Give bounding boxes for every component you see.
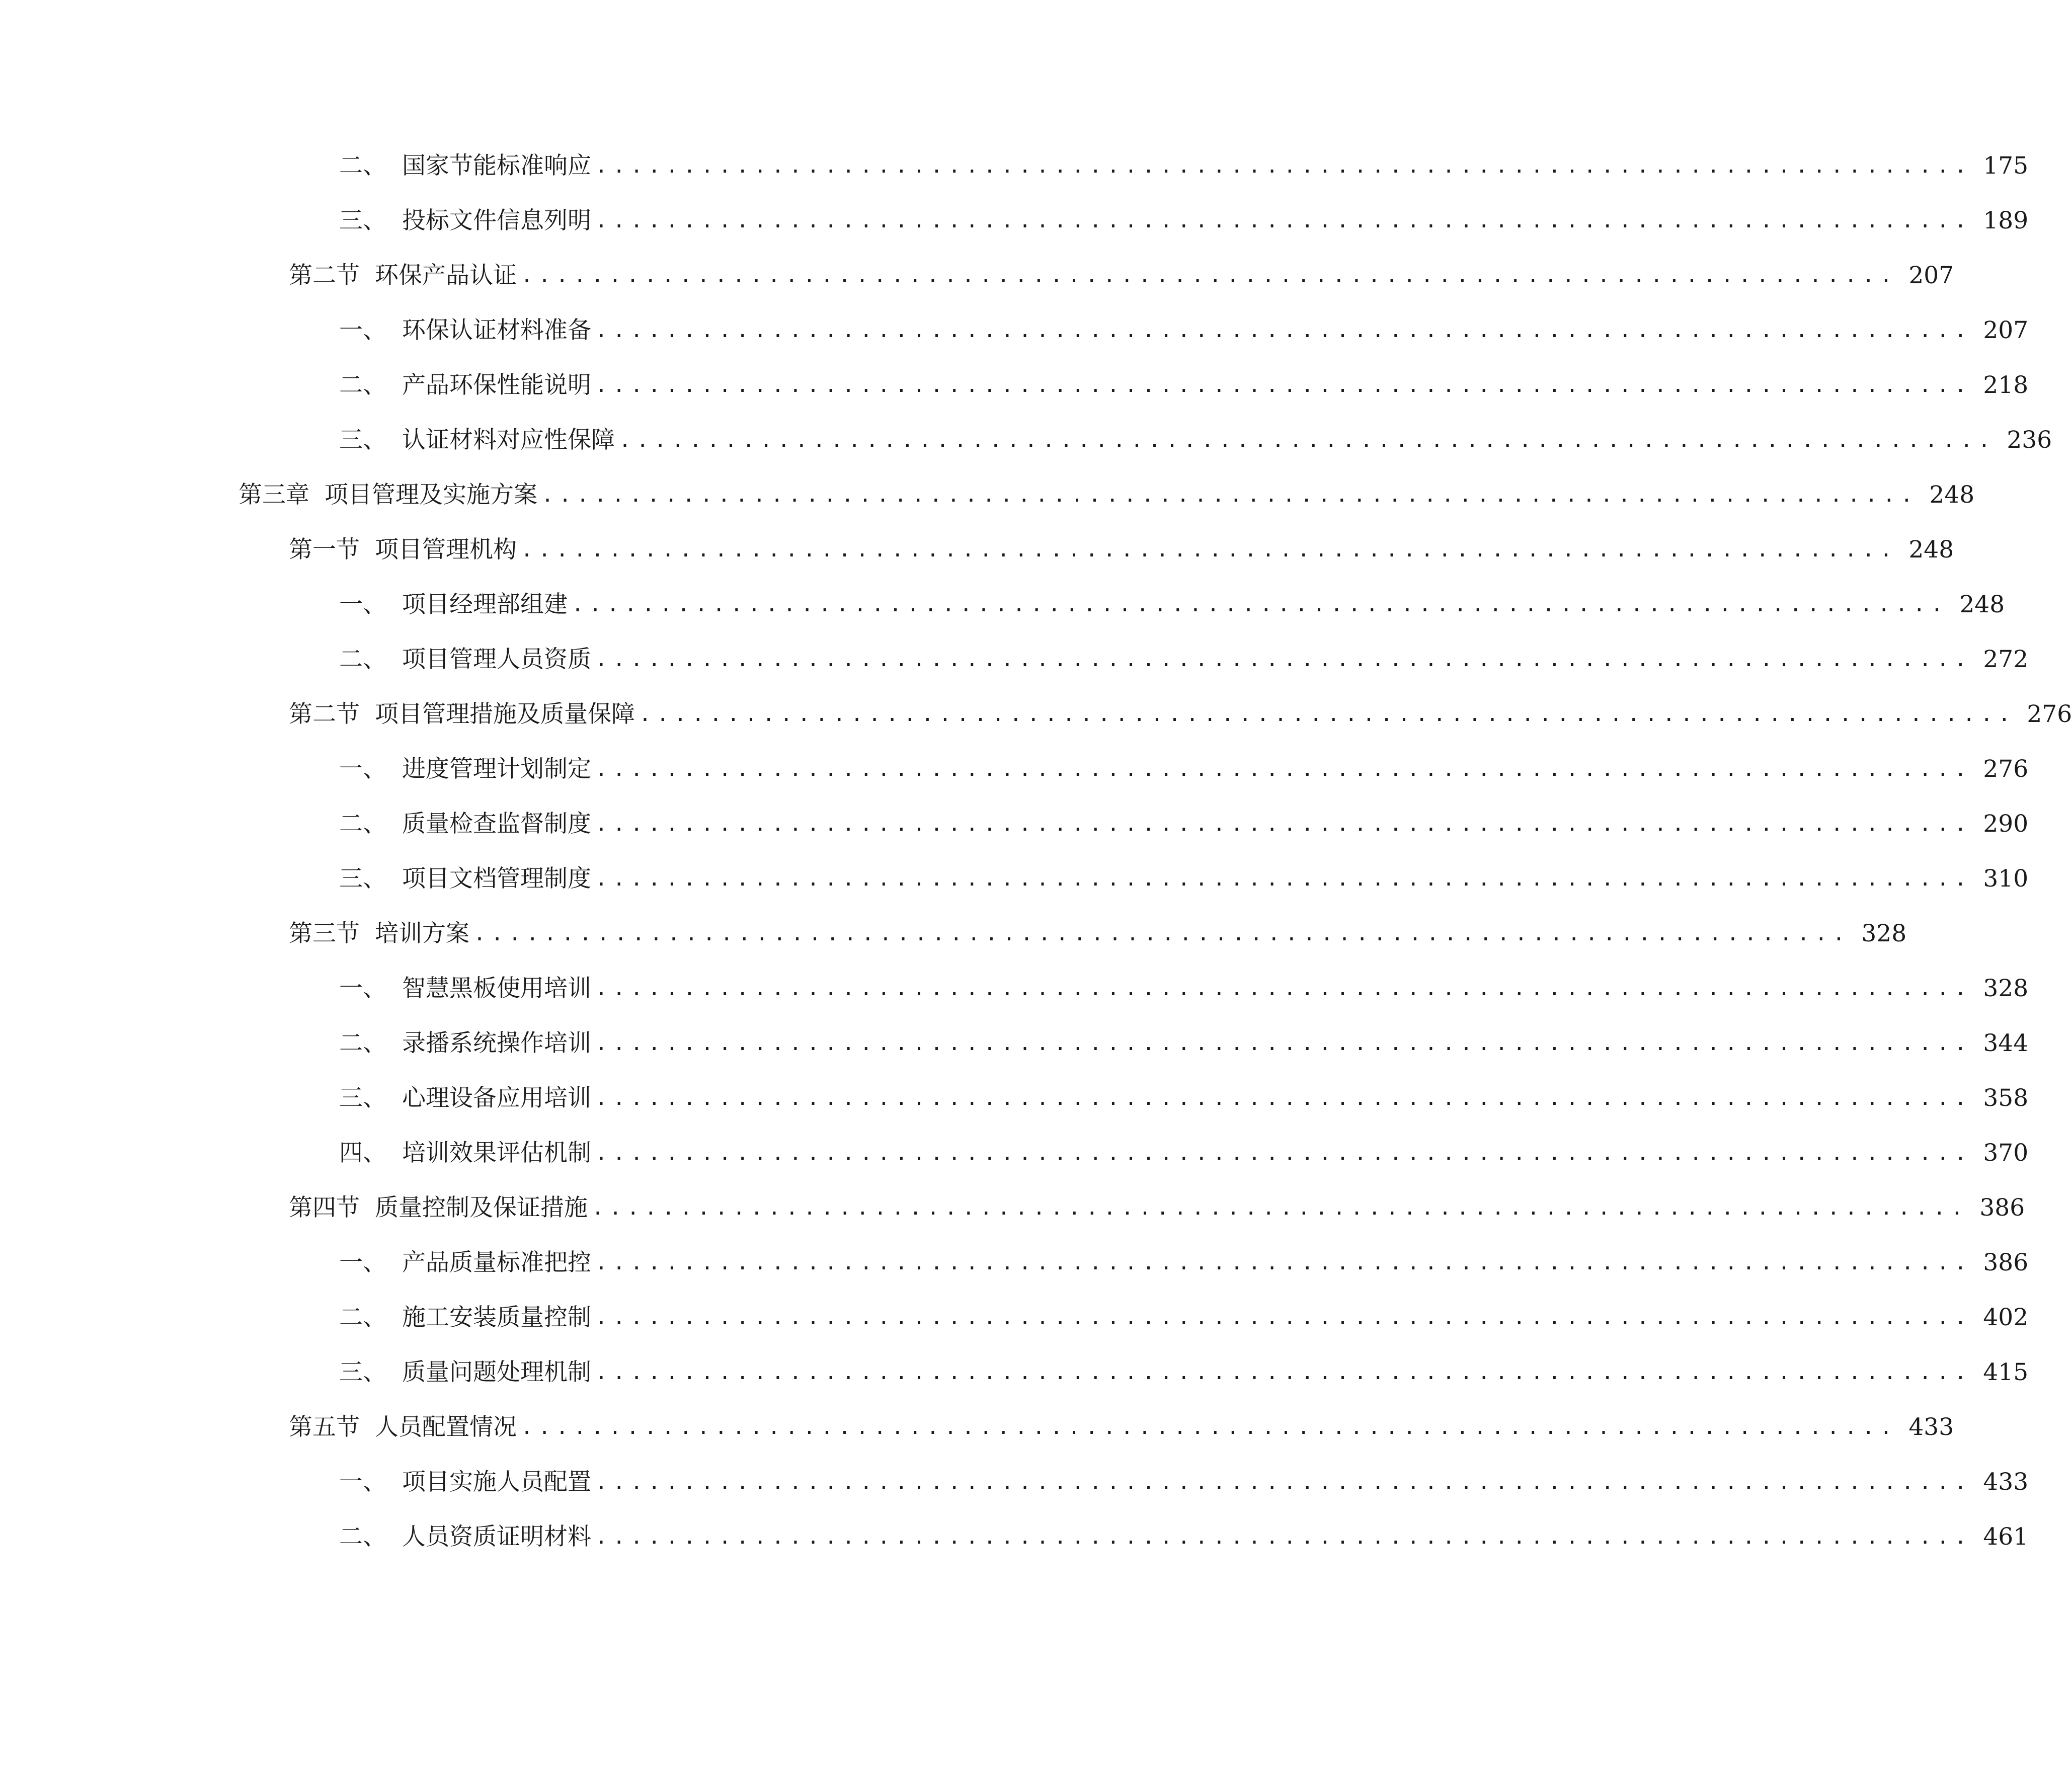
entry-title: 环保认证材料准备 [402, 316, 591, 344]
entry-title: 项目经理部组建 [402, 591, 568, 618]
entry-label [289, 256, 517, 296]
toc-entry[interactable] [0, 749, 2029, 789]
entry-number: 二、 [339, 1523, 386, 1551]
entry-label [339, 420, 615, 460]
dot-leader: .............................................................................. [541, 484, 1919, 507]
entry-title: 培训效果评估机制 [402, 1139, 591, 1167]
dot-leader: .............................................................................. [595, 977, 1972, 1000]
dot-leader: .............................................................................. [592, 1196, 1969, 1220]
entry-label [339, 310, 591, 351]
toc-entry[interactable] [0, 256, 1954, 296]
entry-label [339, 201, 591, 241]
toc-entry[interactable] [0, 859, 2029, 899]
toc-entry[interactable] [0, 585, 2005, 625]
entry-label [339, 1352, 591, 1393]
entry-title: 录播系统操作培训 [402, 1029, 591, 1057]
dot-leader: .............................................................................. [595, 1306, 1972, 1329]
page-number: 344 [1983, 1029, 2029, 1057]
entry-number: 第五节 [289, 1413, 360, 1441]
toc-entry[interactable] [0, 530, 1954, 570]
entry-number: 二、 [339, 810, 386, 838]
entry-label [339, 639, 591, 680]
entry-title: 产品环保性能说明 [402, 371, 591, 399]
entry-label [339, 1133, 591, 1173]
toc-entry[interactable] [0, 365, 2029, 406]
page-number: 248 [1959, 591, 2005, 618]
dot-leader: .............................................................................. [595, 1361, 1972, 1384]
entry-title: 培训方案 [375, 920, 469, 947]
entry-label [339, 585, 568, 625]
entry-label [339, 1078, 591, 1118]
entry-number: 第二节 [289, 700, 360, 728]
entry-label [339, 1298, 591, 1338]
page-number: 218 [1983, 371, 2029, 399]
toc-entry[interactable] [0, 1517, 2029, 1557]
entry-title: 项目实施人员配置 [402, 1468, 591, 1496]
toc-entry[interactable] [0, 1133, 2029, 1173]
page-number: 189 [1983, 207, 2029, 234]
dot-leader: .............................................................................. [595, 1087, 1972, 1110]
page-number: 328 [1983, 975, 2029, 1002]
entry-number: 三、 [339, 1084, 386, 1112]
entry-number: 第一节 [289, 536, 360, 564]
page-number: 236 [2007, 426, 2052, 454]
entry-title: 产品质量标准把控 [402, 1249, 591, 1276]
entry-title: 施工安装质量控制 [402, 1304, 591, 1331]
dot-leader: .............................................................................. [521, 264, 1898, 287]
entry-title: 国家节能标准响应 [402, 152, 591, 180]
entry-label [339, 1462, 591, 1502]
entry-label [339, 146, 591, 186]
page-number: 433 [1983, 1468, 2029, 1496]
entry-label [339, 804, 591, 844]
page-number: 207 [1908, 262, 1954, 289]
page-number: 248 [1929, 481, 1975, 509]
entry-label [339, 1023, 591, 1064]
dot-leader: .............................................................................. [521, 1416, 1898, 1439]
page-number: 175 [1983, 152, 2029, 180]
entry-number: 二、 [339, 1029, 386, 1057]
entry-label [289, 1407, 517, 1448]
entry-number: 第三节 [289, 920, 360, 947]
entry-title: 人员配置情况 [375, 1413, 517, 1441]
entry-title: 项目管理及实施方案 [325, 481, 537, 509]
dot-leader: .............................................................................. [473, 922, 1851, 945]
entry-number: 三、 [339, 1358, 386, 1386]
page-number: 370 [1983, 1139, 2029, 1167]
entry-label [238, 475, 537, 515]
entry-number: 三、 [339, 865, 386, 893]
toc-entry[interactable] [0, 146, 2029, 186]
dot-leader: .............................................................................. [595, 209, 1972, 232]
toc-entry[interactable] [0, 201, 2029, 241]
entry-number: 二、 [339, 371, 386, 399]
entry-title: 人员资质证明材料 [402, 1523, 591, 1551]
entry-title: 认证材料对应性保障 [402, 426, 615, 454]
entry-label [289, 914, 469, 954]
toc-entry[interactable] [0, 969, 2029, 1009]
toc-entry[interactable] [0, 420, 2052, 460]
dot-leader: .............................................................................. [595, 154, 1972, 178]
page-number: 461 [1983, 1523, 2029, 1551]
page-number: 207 [1983, 316, 2029, 344]
page-number: 415 [1983, 1358, 2029, 1386]
entry-title: 心理设备应用培训 [402, 1084, 591, 1112]
page-number: 386 [1983, 1249, 2029, 1276]
toc-entry[interactable] [0, 1078, 2029, 1118]
page-number: 433 [1908, 1413, 1954, 1441]
toc-entry[interactable] [0, 914, 1907, 954]
entry-title: 项目管理机构 [375, 536, 517, 564]
entry-number: 三、 [339, 426, 386, 454]
toc-entry[interactable] [0, 310, 2029, 351]
entry-title: 项目管理措施及质量保障 [375, 700, 635, 728]
entry-number: 一、 [339, 591, 386, 618]
entry-label [339, 1243, 591, 1283]
dot-leader: .............................................................................. [521, 538, 1898, 561]
page-number: 290 [1983, 810, 2029, 838]
dot-leader: .............................................................................. [595, 813, 1972, 836]
dot-leader: .............................................................................. [595, 758, 1972, 781]
toc-entry[interactable] [0, 639, 2029, 680]
page-number: 276 [2027, 700, 2072, 728]
entry-number: 一、 [339, 755, 386, 783]
page-number: 328 [1861, 920, 1907, 947]
page-number: 248 [1908, 536, 1954, 564]
entry-label [339, 969, 591, 1009]
page-number: 402 [1983, 1304, 2029, 1331]
entry-number: 第三章 [238, 481, 309, 509]
entry-number: 一、 [339, 1249, 386, 1276]
toc-entry[interactable] [0, 1243, 2029, 1283]
entry-number: 第四节 [289, 1194, 360, 1222]
toc-entry[interactable] [0, 1462, 2029, 1502]
entry-title: 投标文件信息列明 [402, 207, 591, 234]
page-number: 310 [1983, 865, 2029, 893]
entry-title: 质量控制及保证措施 [375, 1194, 588, 1222]
entry-number: 一、 [339, 975, 386, 1002]
dot-leader: .............................................................................. [595, 1526, 1972, 1549]
entry-title: 质量检查监督制度 [402, 810, 591, 838]
entry-number: 一、 [339, 1468, 386, 1496]
page-number: 272 [1983, 646, 2029, 673]
entry-title: 环保产品认证 [375, 262, 517, 289]
entry-title: 进度管理计划制定 [402, 755, 591, 783]
dot-leader: .............................................................................. [639, 703, 2016, 726]
dot-leader: .............................................................................. [595, 319, 1972, 342]
dot-leader: .............................................................................. [595, 648, 1972, 671]
entry-number: 二、 [339, 152, 386, 180]
entry-label [339, 1517, 591, 1557]
dot-leader: .............................................................................. [595, 1032, 1972, 1055]
entry-label [289, 1188, 588, 1228]
entry-number: 三、 [339, 207, 386, 234]
toc-entry[interactable] [0, 475, 1975, 515]
toc-entry[interactable] [0, 694, 2072, 735]
toc-entry[interactable] [0, 1407, 1954, 1448]
dot-leader: .............................................................................. [572, 593, 1949, 616]
dot-leader: .............................................................................. [595, 867, 1972, 891]
toc-entry[interactable] [0, 1023, 2029, 1064]
entry-title: 项目管理人员资质 [402, 646, 591, 673]
dot-leader: .............................................................................. [595, 1142, 1972, 1165]
dot-leader: .............................................................................. [595, 374, 1972, 397]
entry-number: 二、 [339, 646, 386, 673]
entry-number: 一、 [339, 316, 386, 344]
entry-title: 项目文档管理制度 [402, 865, 591, 893]
page-number: 358 [1983, 1084, 2029, 1112]
entry-title: 质量问题处理机制 [402, 1358, 591, 1386]
entry-label [339, 859, 591, 899]
toc-entry[interactable] [0, 1352, 2029, 1393]
dot-leader: .............................................................................. [595, 1251, 1972, 1274]
entry-number: 四、 [339, 1139, 386, 1167]
entry-label [339, 749, 591, 789]
toc-entry[interactable] [0, 804, 2029, 844]
page-number: 386 [1979, 1194, 2025, 1222]
entry-title: 智慧黑板使用培训 [402, 975, 591, 1002]
entry-number: 二、 [339, 1304, 386, 1331]
entry-number: 第二节 [289, 262, 360, 289]
page-number: 276 [1983, 755, 2029, 783]
entry-label [339, 365, 591, 406]
entry-label [289, 530, 517, 570]
dot-leader: .............................................................................. [619, 429, 1996, 452]
toc-entry[interactable] [0, 1188, 2025, 1228]
dot-leader: .............................................................................. [595, 1471, 1972, 1494]
toc-entry[interactable] [0, 1298, 2029, 1338]
entry-label [289, 694, 635, 735]
